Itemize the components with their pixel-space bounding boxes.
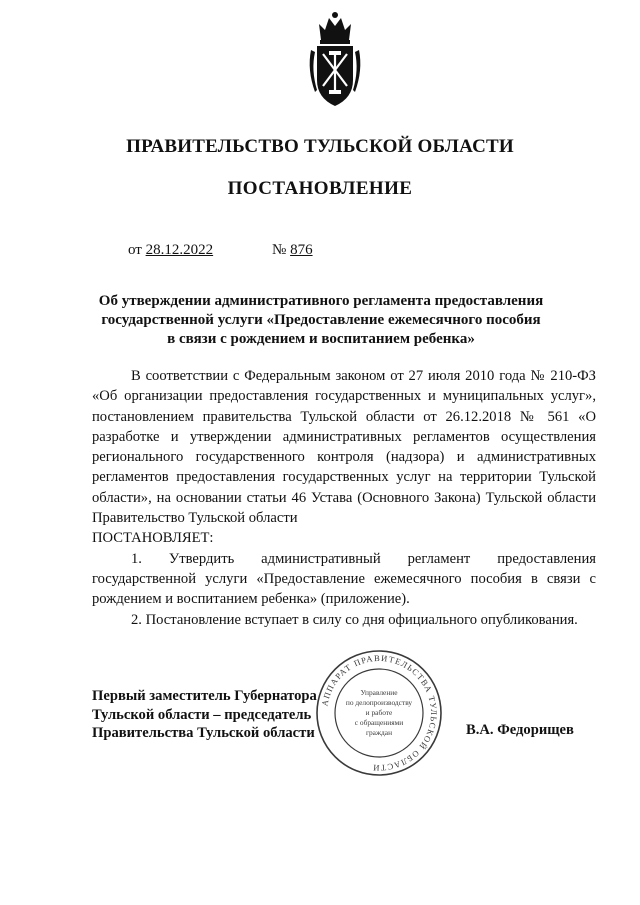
position-line: Правительства Тульской области [92,725,315,741]
date-prefix: от [128,242,142,258]
number-prefix: № [272,242,287,258]
signatory-name: В.А. Федорищев [466,722,574,738]
resolves-line: ПОСТАНОВЛЯЕТ: [92,530,214,547]
stamp-line: Управление [360,688,398,697]
stamp-line: с обращениями [354,718,404,727]
document-type: ПОСТАНОВЛЕНИЕ [227,178,413,199]
position-line: Тульской области – председатель [92,706,312,723]
organization-title: ПРАВИТЕЛЬСТВО ТУЛЬСКОЙ ОБЛАСТИ [126,136,514,157]
signatory-position [92,687,317,743]
subject-line: в связи с рождением и воспитанием ребенка» [167,331,475,347]
stamp-line: и работе [365,708,393,717]
document-date [128,242,213,259]
tula-coat-of-arms-icon [303,10,367,110]
subject-line: Об утверждении административного регламента предоставления [98,293,544,309]
stamp-line: граждан [365,728,393,737]
position-line: Первый заместитель Губернатора [92,688,317,704]
date-value: 28.12.2022 [145,242,214,258]
document-body [92,366,596,630]
document-number [272,242,313,259]
document-subject [92,292,550,349]
subject-line: государственной услуги «Предоставление ежемесячного пособия [101,312,541,328]
preamble-paragraph: В соответствии с Федеральным законом от 27 июля 2010 года № 210-ФЗ «Об организации предоставления государственных и муниципальных услуг», постановлением правительства Тульской области от 26.12.2018 № 561 «О разработке и утверждении административных регламентов осуществления регионального государственного контроля (надзора) и административных регламентов предоставления государственных услуг на территории Тульской области», на основании статьи 46 Устава (Основного Закона) Тульской области Правительство Тульской области [92,368,596,527]
item-paragraph-1: 1. Утвердить административный регламент предоставления государственной услуги «Предоставление ежемесячного пособия в связи с рождением и воспитанием ребенка» (приложение). [92,550,596,608]
number-value: 876 [290,242,313,258]
item-paragraph-2: 2. Постановление вступает в силу со дня официального опубликования. [131,611,578,628]
stamp-ring-text: АППАРАТ ПРАВИТЕЛЬСТВА ТУЛЬСКОЙ ОБЛАСТИ [319,652,440,774]
official-stamp [314,648,444,778]
stamp-line: по делопроизводству [345,698,413,707]
